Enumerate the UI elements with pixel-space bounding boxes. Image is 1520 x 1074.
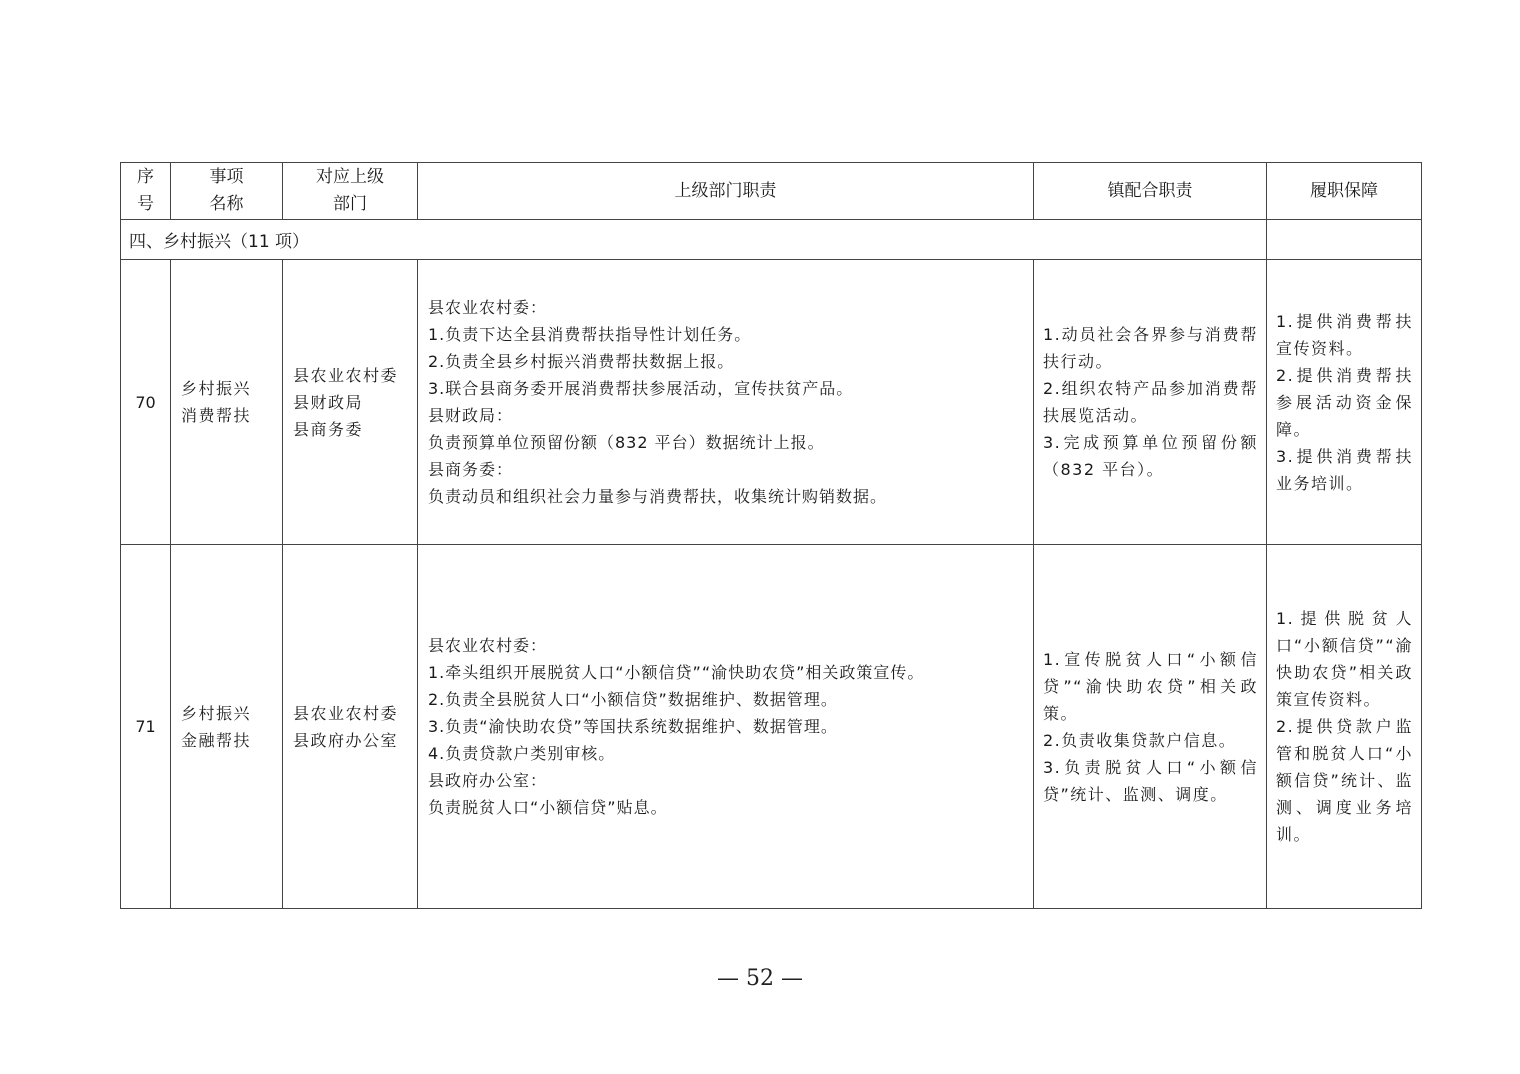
header-item-name: 事项 名称 bbox=[171, 163, 283, 220]
table-header-row bbox=[121, 163, 1422, 220]
header-index: 序 号 bbox=[121, 163, 171, 220]
row-departments: 县农业农村委 县政府办公室 bbox=[283, 545, 418, 909]
row-item-name: 乡村振兴 消费帮扶 bbox=[171, 260, 283, 545]
header-town-duty: 镇配合职责 bbox=[1034, 163, 1267, 220]
row-superior-duty: 县农业农村委： 1.负责下达全县消费帮扶指导性计划任务。 2.负责全县乡村振兴消费帮扶数据上报。 3.联合县商务委开展消费帮扶参展活动，宣传扶贫产品。 县财政局： 负责预算单位预留份额（832 平台）数据统计上报。 县商务委： 负责动员和组织社会力量参与消费帮扶，收集统计购销数据。 bbox=[418, 260, 1034, 545]
row-guarantee: 1.提供脱贫人口“小额信贷”“渝快助农贷”相关政策宣传资料。 2.提供贷款户监管和脱贫人口“小额信贷”统计、监测、调度业务培训。 bbox=[1267, 545, 1422, 909]
header-superior-department: 对应上级 部门 bbox=[283, 163, 418, 220]
responsibility-table bbox=[120, 162, 1422, 909]
row-index: 70 bbox=[121, 260, 171, 545]
section-empty-cell bbox=[1267, 220, 1422, 260]
row-index: 71 bbox=[121, 545, 171, 909]
table-row bbox=[121, 545, 1422, 909]
page-number: — 52 — bbox=[717, 966, 803, 991]
row-departments: 县农业农村委 县财政局 县商务委 bbox=[283, 260, 418, 545]
header-guarantee: 履职保障 bbox=[1267, 163, 1422, 220]
row-superior-duty: 县农业农村委： 1.牵头组织开展脱贫人口“小额信贷”“渝快助农贷”相关政策宣传。 2.负责全县脱贫人口“小额信贷”数据维护、数据管理。 3.负责“渝快助农贷”等国扶系统数据维护、数据管理。 4.负责贷款户类别审核。 县政府办公室： 负责脱贫人口“小额信贷”贴息。 bbox=[418, 545, 1034, 909]
table-row bbox=[121, 260, 1422, 545]
row-town-duty: 1.宣传脱贫人口“小额信贷”“渝快助农贷”相关政策。 2.负责收集贷款户信息。 3.负责脱贫人口“小额信贷”统计、监测、调度。 bbox=[1034, 545, 1267, 909]
header-superior-duty: 上级部门职责 bbox=[418, 163, 1034, 220]
row-guarantee: 1.提供消费帮扶宣传资料。 2.提供消费帮扶参展活动资金保障。 3.提供消费帮扶业务培训。 bbox=[1267, 260, 1422, 545]
section-row bbox=[121, 220, 1422, 260]
row-item-name: 乡村振兴 金融帮扶 bbox=[171, 545, 283, 909]
section-title: 四、乡村振兴（11 项） bbox=[121, 220, 1267, 260]
row-town-duty: 1.动员社会各界参与消费帮扶行动。 2.组织农特产品参加消费帮扶展览活动。 3.完成预算单位预留份额（832 平台）。 bbox=[1034, 260, 1267, 545]
